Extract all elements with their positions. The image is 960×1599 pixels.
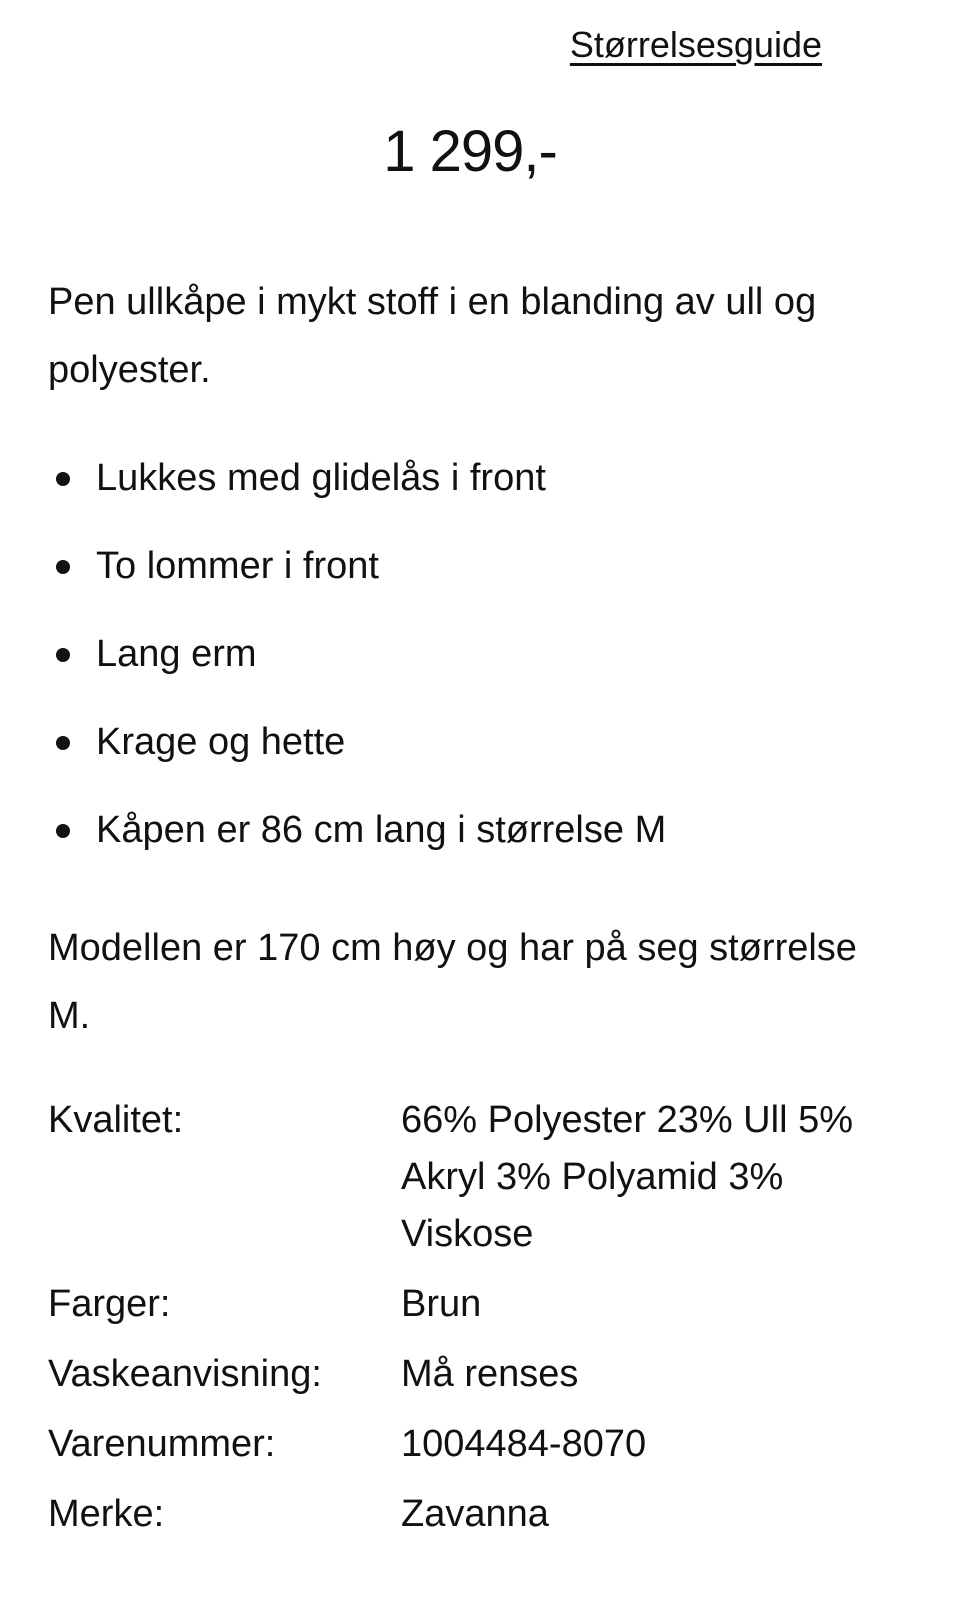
bullet-icon	[56, 736, 70, 750]
spec-row-colors	[48, 1276, 908, 1333]
feature-text: Lang erm	[96, 633, 257, 675]
spec-label: Kvalitet:	[48, 1099, 184, 1141]
feature-item	[48, 708, 666, 796]
product-price: 1 299,-	[383, 119, 557, 184]
spec-row-brand	[48, 1486, 908, 1543]
spec-table	[48, 1092, 908, 1556]
product-description: Pen ullkåpe i mykt stoff i en blanding av ull og polyester.	[48, 281, 817, 391]
spec-value: Brun	[401, 1283, 482, 1325]
feature-item	[48, 620, 666, 708]
size-guide-link[interactable]: Størrelsesguide	[569, 24, 822, 65]
feature-item	[48, 444, 666, 532]
bullet-icon	[56, 560, 70, 574]
spec-label: Varenummer:	[48, 1423, 276, 1465]
feature-item	[48, 796, 666, 884]
feature-item	[48, 532, 666, 620]
bullet-icon	[56, 472, 70, 486]
spec-label: Farger:	[48, 1283, 171, 1325]
spec-row-item-number	[48, 1416, 908, 1473]
bullet-icon	[56, 648, 70, 662]
model-note: Modellen er 170 cm høy og har på seg størrelse M.	[48, 927, 857, 1037]
spec-value: Zavanna	[401, 1493, 549, 1535]
spec-label: Vaskeanvisning:	[48, 1353, 322, 1395]
spec-value: Må renses	[401, 1353, 579, 1395]
feature-text: To lommer i front	[96, 545, 379, 587]
bullet-icon	[56, 824, 70, 838]
spec-value: 1004484-8070	[401, 1423, 647, 1465]
spec-value: 66% Polyester 23% Ull 5% Akryl 3% Polyamid 3% Viskose	[401, 1099, 853, 1255]
spec-row-care	[48, 1346, 908, 1403]
feature-text: Krage og hette	[96, 721, 346, 763]
feature-list	[48, 444, 666, 884]
feature-text: Kåpen er 86 cm lang i størrelse M	[96, 809, 667, 851]
spec-label: Merke:	[48, 1493, 165, 1535]
feature-text: Lukkes med glidelås i front	[96, 457, 546, 499]
spec-row-quality	[48, 1092, 908, 1263]
